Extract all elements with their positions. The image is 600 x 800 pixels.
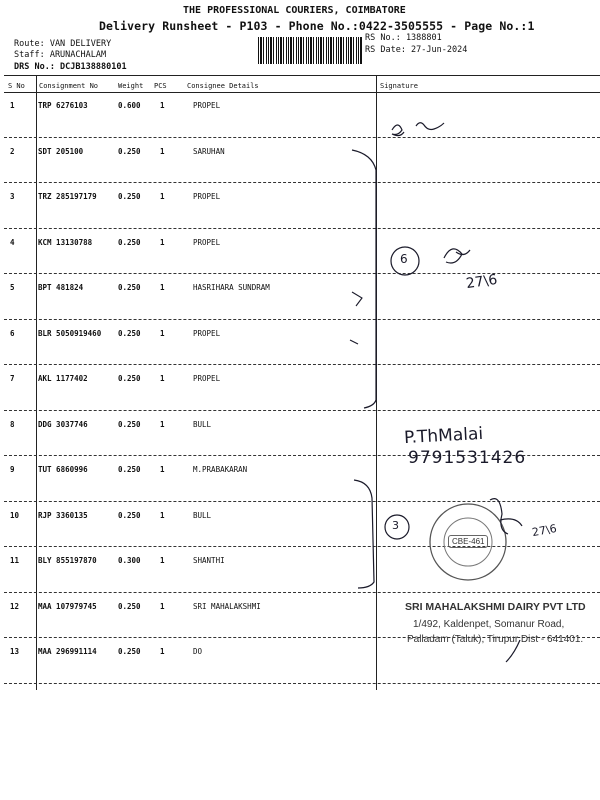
circle3-text: 3: [392, 519, 399, 532]
row-sno: 6: [10, 328, 15, 338]
row-separator: [4, 273, 600, 274]
company-title: THE PROFESSIONAL COURIERS, COIMBATORE: [183, 5, 406, 16]
row-separator: [4, 410, 600, 411]
row-pcs: 1: [160, 374, 165, 383]
row-weight: 0.250: [118, 237, 141, 247]
row-weight: 0.250: [118, 510, 141, 520]
row-consignment: MAA 107979745: [38, 601, 97, 611]
row-consignee: PROPEL: [193, 374, 221, 383]
row-separator: [4, 182, 600, 183]
row-sno: 5: [10, 283, 15, 292]
row-weight: 0.250: [118, 283, 141, 292]
row-weight: 0.300: [118, 556, 141, 565]
row-pcs: 1: [160, 192, 165, 201]
row-consignment: BLR 5050919460: [38, 328, 102, 338]
row-consignee: HASRIHARA SUNDRAM: [193, 283, 270, 292]
row-consignment: TUT 6860996: [38, 465, 88, 474]
col-weight: Weight: [118, 82, 144, 90]
row-pcs: 1: [160, 283, 165, 292]
row-consignee: BULL: [193, 510, 212, 520]
row-separator: [4, 683, 600, 684]
row-consignee: PROPEL: [193, 192, 221, 201]
round-stamp-label: CBE-461: [448, 535, 488, 548]
row-weight: 0.250: [118, 419, 141, 429]
row-consignment: DDG 3037746: [38, 419, 88, 429]
bracket-line-2: [354, 480, 374, 588]
column-divider: [36, 75, 37, 690]
row-consignee: SHANTHI: [193, 556, 225, 565]
name-row8: P.ThMalai: [403, 423, 484, 449]
row-weight: 0.250: [118, 374, 141, 383]
stamp-signature: [490, 499, 522, 534]
row-pcs: 1: [160, 510, 165, 520]
col-consignment: Consignment No: [39, 82, 99, 90]
signature-divider: [376, 75, 377, 690]
table-header-rule: [4, 92, 600, 93]
row-sno: 7: [10, 374, 15, 383]
staff-text: Staff: ARUNACHALAM: [14, 50, 107, 60]
row-separator: [4, 228, 600, 229]
row-pcs: 1: [160, 328, 165, 338]
row-sno: 4: [10, 237, 15, 247]
row-weight: 0.250: [118, 465, 141, 474]
row-consignment: TRP 6276103: [38, 101, 88, 110]
row-weight: 0.250: [118, 601, 141, 611]
runsheet-title: Delivery Runsheet - P103 - Phone No.:0422-3505555 - Page No.:1: [99, 19, 535, 33]
route-text: Route: VAN DELIVERY: [14, 39, 112, 49]
row-weight: 0.250: [118, 146, 141, 156]
row-sno: 11: [10, 556, 20, 565]
row-separator: [4, 319, 600, 320]
row-sno: 12: [10, 601, 20, 611]
col-pcs: PCS: [154, 82, 167, 90]
row-sno: 10: [10, 510, 20, 520]
stamp-address-2: Palladam (Taluk), Tirupur Dist - 641401.: [407, 634, 584, 645]
row-separator: [4, 137, 600, 138]
row-consignment: BLY 855197870: [38, 556, 97, 565]
date-row5: 27\6: [465, 271, 499, 293]
row-sno: 1: [10, 101, 15, 110]
row-pcs: 1: [160, 419, 165, 429]
row-separator: [4, 501, 600, 502]
row-pcs: 1: [160, 465, 165, 474]
tick-row6: [350, 340, 358, 344]
row-weight: 0.250: [118, 192, 141, 201]
row-consignment: SDT 205100: [38, 146, 84, 156]
row-consignment: MAA 296991114: [38, 647, 97, 656]
row-consignee: BULL: [193, 419, 212, 429]
table-top-rule: [4, 75, 600, 76]
row-consignee: PROPEL: [193, 328, 221, 338]
row-separator: [4, 546, 600, 547]
date-row10: 27\6: [531, 521, 558, 540]
row-consignment: BPT 481824: [38, 283, 84, 292]
row-consignee: PROPEL: [193, 101, 221, 110]
row-pcs: 1: [160, 556, 165, 565]
row-weight: 0.250: [118, 328, 141, 338]
row-separator: [4, 364, 600, 365]
rs-number: RS No.: 1388801: [365, 33, 442, 43]
stamp-address-1: 1/492, Kaldenpet, Somanur Road,: [413, 619, 565, 630]
rs-date: RS Date: 27-Jun-2024: [365, 45, 468, 55]
tick-row5: [352, 292, 362, 306]
row-weight: 0.600: [118, 101, 141, 110]
row-consignee: DO: [193, 647, 203, 656]
col-signature: Signature: [380, 82, 418, 90]
row-consignment: TRZ 285197179: [38, 192, 97, 201]
row-sno: 13: [10, 647, 20, 656]
row-consignee: M.PRABAKARAN: [193, 465, 248, 474]
drs-number: DRS No.: DCJB138880101: [14, 62, 127, 72]
row-consignee: SARUHAN: [193, 146, 225, 156]
row-sno: 8: [10, 419, 15, 429]
col-sno: S No: [8, 82, 25, 90]
row-sno: 2: [10, 146, 15, 156]
phone-row8: 9791531426: [408, 448, 527, 468]
row-consignment: RJP 3360135: [38, 510, 88, 520]
stamp-company-name: SRI MAHALAKSHMI DAIRY PVT LTD: [405, 601, 586, 613]
signature-row1: [392, 123, 444, 136]
row-sno: 3: [10, 192, 15, 201]
col-consignee: Consignee Details: [187, 82, 259, 90]
barcode: [258, 37, 362, 64]
row-separator: [4, 592, 600, 593]
row-pcs: 1: [160, 146, 165, 156]
initials-row4: [444, 249, 470, 263]
row-consignee: PROPEL: [193, 237, 221, 247]
row-pcs: 1: [160, 647, 165, 656]
row-pcs: 1: [160, 101, 165, 110]
row-consignment: KCM 13130788: [38, 237, 93, 247]
row-weight: 0.250: [118, 647, 141, 656]
circle6-text: 6: [400, 252, 408, 266]
row-pcs: 1: [160, 237, 165, 247]
row-sno: 9: [10, 465, 15, 474]
row-consignment: AKL 1177402: [38, 374, 88, 383]
row-consignee: SRI MAHALAKSHMI: [193, 601, 261, 611]
row-pcs: 1: [160, 601, 165, 611]
bracket-line: [352, 150, 376, 408]
